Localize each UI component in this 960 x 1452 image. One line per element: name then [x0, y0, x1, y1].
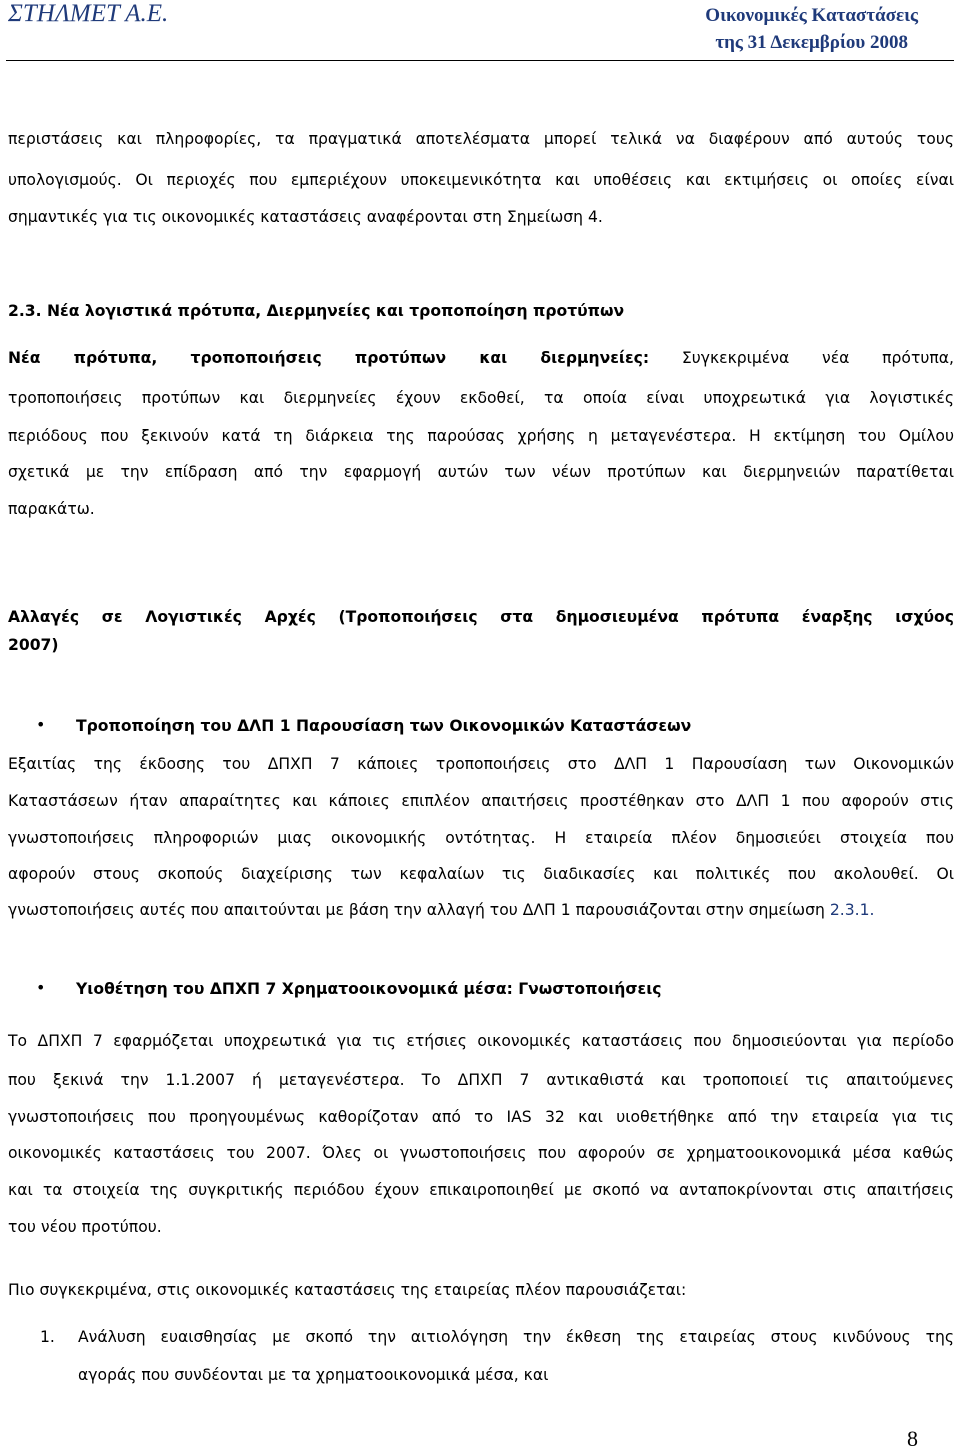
- bullet1-line-1: Εξαιτίας της έκδοσης του ΔΠΧΠ 7 κάποιες τροποποιήσεις στο ΔΛΠ 1 Παρουσίαση των Οικονομικών: [8, 755, 954, 773]
- new-standards-line-1-rest: Συγκεκριμένα νέα πρότυπα,: [649, 349, 954, 367]
- bullet1-title: Τροποποίηση του ΔΛΠ 1 Παρουσίαση των Οικονομικών Καταστάσεων: [76, 717, 692, 735]
- document-title: [705, 2, 918, 56]
- bullet-marker-2: •: [36, 978, 46, 997]
- changes-heading-line-1: Αλλαγές σε Λογιστικές Αρχές (Τροποποιήσεις στα δημοσιευμένα πρότυπα έναρξης ισχύος: [8, 608, 954, 626]
- list-item-1-line-1: Ανάλυση ευαισθησίας με σκοπό την αιτιολόγηση την έκθεση της εταιρείας στους κινδύνους της: [78, 1328, 954, 1346]
- list-item-1-line-2: αγοράς που συνδέονται με τα χρηματοοικονομικά μέσα, και: [78, 1366, 549, 1384]
- bullet-marker-1: •: [36, 715, 46, 734]
- bullet1-line-4: αφορούν στους σκοπούς διαχείρισης των κεφαλαίων τις διαδικασίες και πολιτικές που ακολουθεί. Οι: [8, 865, 954, 883]
- intro-line-3: σημαντικές για τις οικονομικές καταστάσεις αναφέρονται στη Σημείωση 4.: [8, 208, 603, 226]
- bullet2-line-3: γνωστοποιήσεις που προηγουμένως καθορίζοταν από το IAS 32 και υιοθετήθηκε από την εταιρεία για τις: [8, 1108, 954, 1126]
- bullet1-line-2: Καταστάσεων ήταν απαραίτητες και κάποιες επιπλέον απαιτήσεις προστέθηκαν στο ΔΛΠ 1 που αφορούν στις: [8, 792, 954, 810]
- document-title-line1: Οικονομικές Καταστάσεις: [705, 5, 918, 26]
- bullet1-line-3: γνωστοποιήσεις πληροφοριών μιας οικονομικής οντότητας. Η εταιρεία πλέον δημοσιεύει στοιχεία που: [8, 829, 954, 847]
- document-title-line2: της 31 Δεκεμβρίου 2008: [715, 32, 908, 53]
- new-standards-line-4: σχετικά με την επίδραση από την εφαρμογή αυτών των νέων προτύπων και διερμηνειών παρατίθεται: [8, 463, 954, 481]
- intro-line-2: υπολογισμούς. Οι περιοχές που εμπεριέχουν υποκειμενικότητα και υποθέσεις και εκτιμήσεις οι οποίες είναι: [8, 171, 954, 189]
- list-number-1: 1.: [40, 1328, 55, 1346]
- changes-heading-line-2: 2007): [8, 636, 59, 654]
- bullet1-line-5: [8, 893, 954, 927]
- new-standards-line-5: παρακάτω.: [8, 500, 95, 518]
- note-reference-link[interactable]: 2.3.1.: [829, 901, 875, 919]
- new-standards-line-2: τροποποιήσεις προτύπων και διερμηνείες έχουν εκδοθεί, τα οποία είναι υποχρεωτικά για λογιστικές: [8, 389, 954, 407]
- new-standards-line-3: περιόδους που ξεκινούν κατά τη διάρκεια της παρούσας χρήσης η μεταγενέστερα. Η εκτίμηση του Ομίλου: [8, 427, 954, 445]
- section-heading: 2.3. Νέα λογιστικά πρότυπα, Διερμηνείες και τροποποίηση προτύπων: [8, 302, 625, 320]
- company-name: ΣΤΗΛΜΕΤ Α.Ε.: [8, 0, 169, 27]
- bullet2-title: Υιοθέτηση του ΔΠΧΠ 7 Χρηματοοικονομικά μέσα: Γνωστοποιήσεις: [76, 980, 662, 998]
- header-rule: [6, 60, 954, 61]
- more-line-1: Πιο συγκεκριμένα, στις οικονομικές καταστάσεις της εταιρείας πλέον παρουσιάζεται:: [8, 1281, 687, 1299]
- bullet2-line-6: του νέου προτύπου.: [8, 1218, 162, 1236]
- new-standards-lead: Νέα πρότυπα, τροποποιήσεις προτύπων και διερμηνείες:: [8, 349, 650, 367]
- bullet2-line-4: οικονομικές καταστάσεις του 2007. Όλες οι γνωστοποιήσεις που αφορούν σε χρηματοοικονομικά μέσα καθώς: [8, 1144, 954, 1162]
- intro-line-1: περιστάσεις και πληροφορίες, τα πραγματικά αποτελέσματα μπορεί τελικά να διαφέρουν από αυτούς τους: [8, 130, 954, 148]
- bullet2-line-5: και τα στοιχεία της συγκριτικής περιόδου έχουν επικαιροποιηθεί με σκοπό να ανταποκρίνονται στις απαιτήσεις: [8, 1181, 954, 1199]
- new-standards-line-1: [8, 341, 954, 375]
- bullet1-line-5-text: γνωστοποιήσεις αυτές που απαιτούνται με βάση την αλλαγή του ΔΛΠ 1 παρουσιάζονται στην σημείωση: [8, 901, 830, 919]
- page-number: 8: [907, 1426, 918, 1451]
- bullet2-line-2: που ξεκινά την 1.1.2007 ή μεταγενέστερα. Το ΔΠΧΠ 7 αντικαθιστά και τροποποιεί τις απαιτούμενες: [8, 1071, 954, 1089]
- bullet2-line-1: Το ΔΠΧΠ 7 εφαρμόζεται υποχρεωτικά για τις ετήσιες οικονομικές καταστάσεις που δημοσιεύονται για περίοδο: [8, 1032, 954, 1050]
